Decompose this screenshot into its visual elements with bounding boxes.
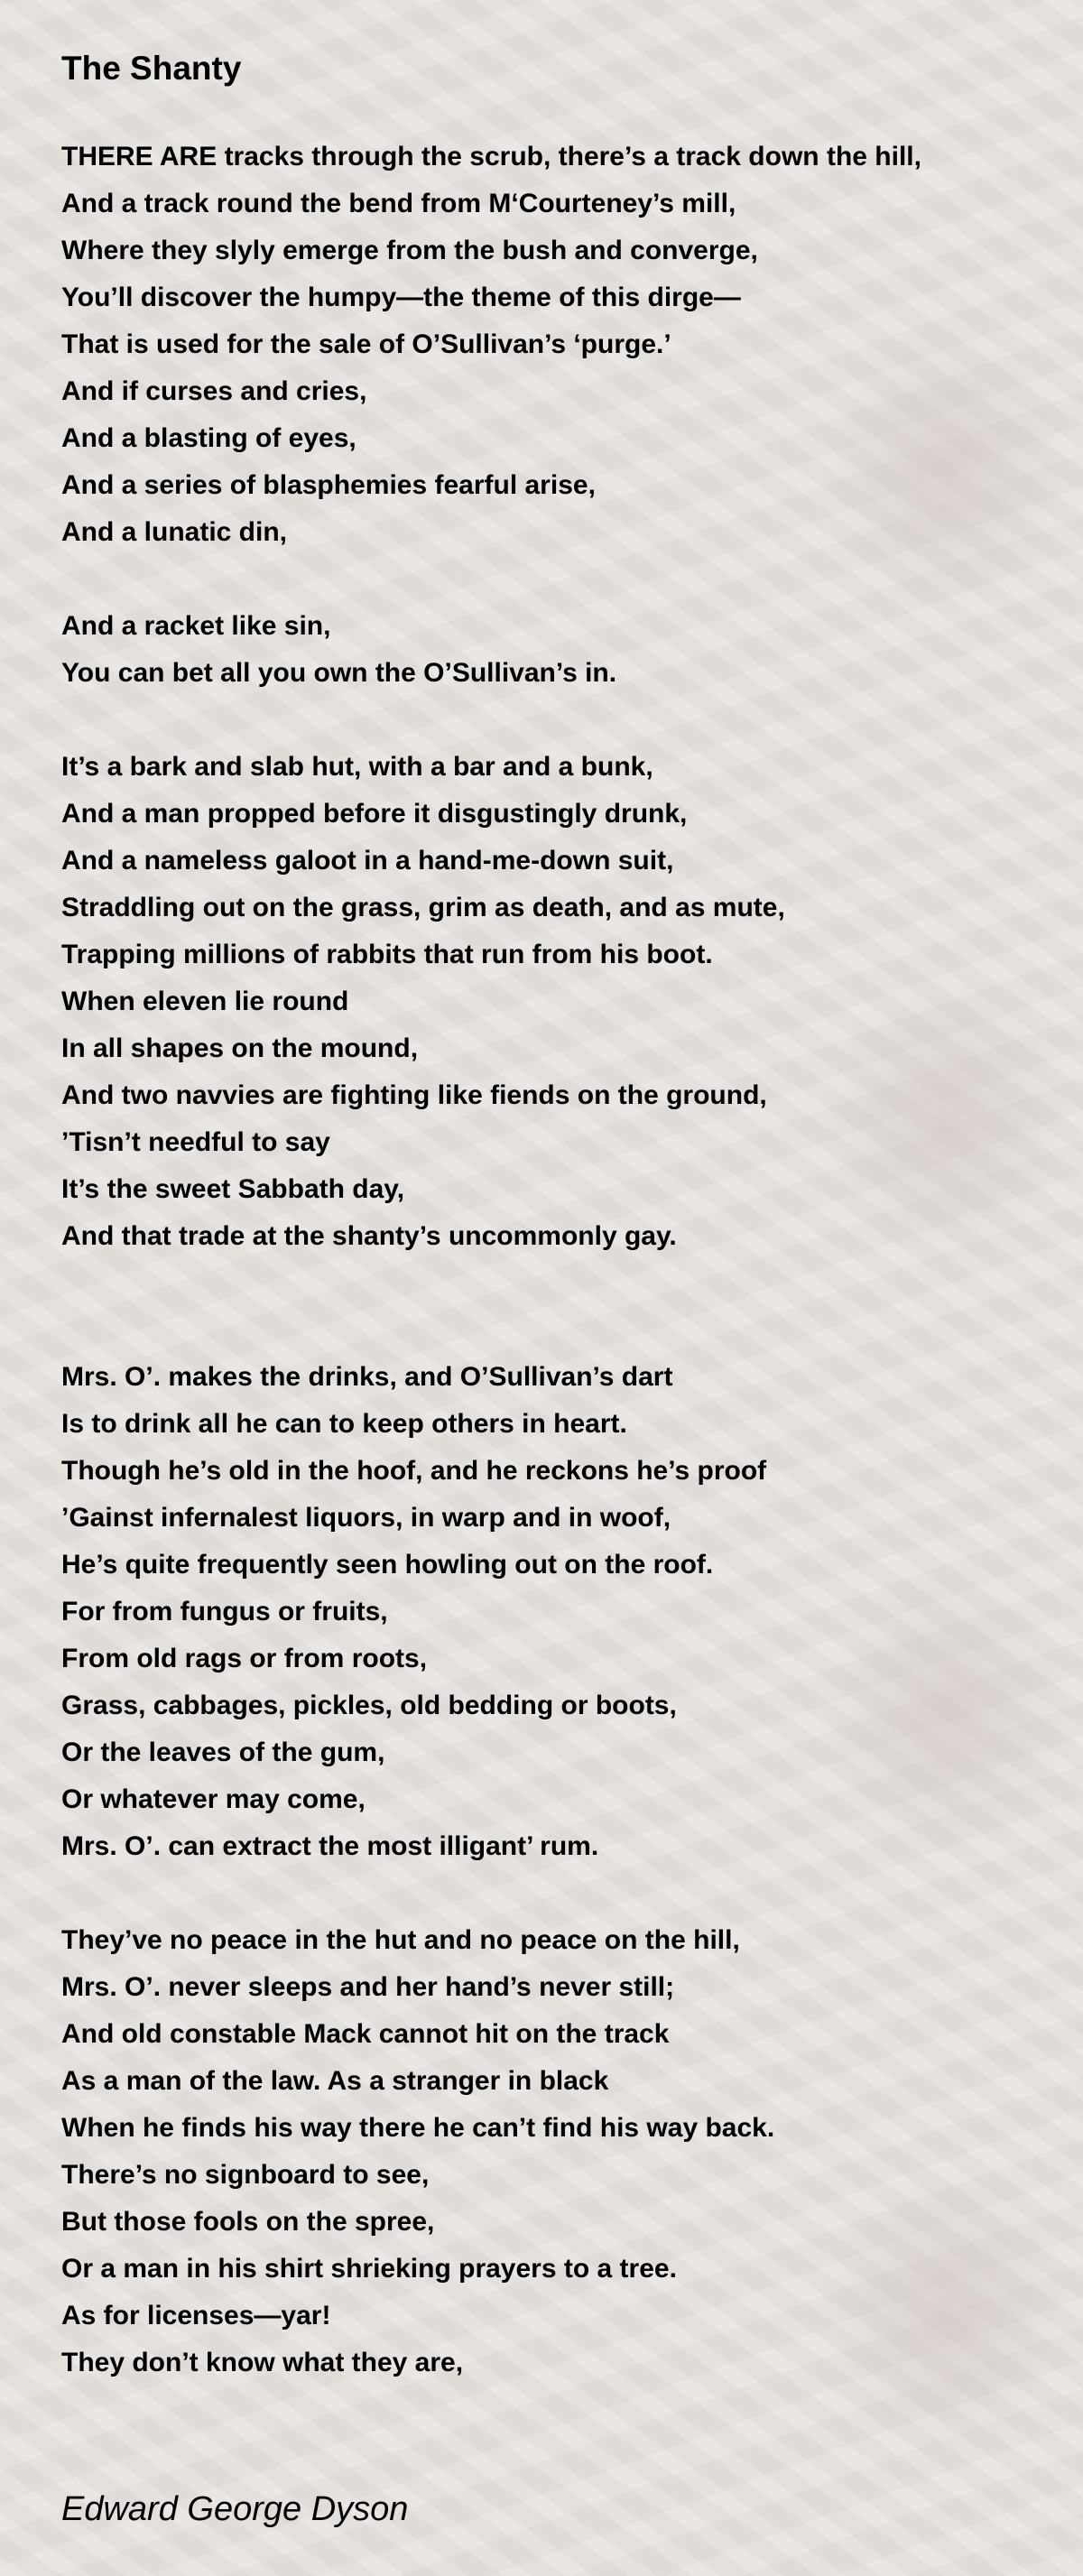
poem-line: Mrs. O’. never sleeps and her hand’s never still; xyxy=(61,1972,675,2002)
stanza-5 xyxy=(61,1917,1036,2386)
poem-line: It’s the sweet Sabbath day, xyxy=(61,1174,405,1204)
poem-line: He’s quite frequently seen howling out on the roof. xyxy=(61,1550,714,1580)
poem-line: In all shapes on the mound, xyxy=(61,1033,419,1063)
poem-author: Edward George Dyson xyxy=(61,2490,409,2528)
poem-line: You can bet all you own the O’Sullivan’s in. xyxy=(61,658,617,688)
poem-line: It’s a bark and slab hut, with a bar and a bunk, xyxy=(61,752,653,782)
poem-line: You’ll discover the humpy—the theme of this dirge— xyxy=(61,283,741,312)
poem-line: Though he’s old in the hoof, and he reckons he’s proof xyxy=(61,1456,767,1486)
poem-line: Mrs. O’. can extract the most illigant’ rum. xyxy=(61,1831,599,1861)
poem-line: Or whatever may come, xyxy=(61,1784,366,1814)
poem-line: ’Gainst infernalest liquors, in warp and in woof, xyxy=(61,1503,671,1533)
poem-line: For from fungus or fruits, xyxy=(61,1597,388,1626)
poem-line: ’Tisn’t needful to say xyxy=(61,1127,330,1157)
poem-line: And a series of blasphemies fearful arise, xyxy=(61,470,596,500)
poem-line: And two navvies are fighting like fiends on the ground, xyxy=(61,1080,767,1110)
poem-line: Where they slyly emerge from the bush and converge, xyxy=(61,236,758,265)
stanza-3 xyxy=(61,744,1036,1260)
poem-line: And if curses and cries, xyxy=(61,376,367,406)
poem-line: They don’t know what they are, xyxy=(61,2348,464,2377)
poem-line: Trapping millions of rabbits that run from his boot. xyxy=(61,940,713,969)
poem-line: Or a man in his shirt shrieking prayers to a tree. xyxy=(61,2254,677,2284)
stanza-2 xyxy=(61,603,1036,697)
poem-line: As for licenses—yar! xyxy=(61,2301,331,2330)
poem-line: As a man of the law. As a stranger in black xyxy=(61,2066,609,2096)
poem-line: And a lunatic din, xyxy=(61,517,288,547)
poem-line: But those fools on the spree, xyxy=(61,2207,435,2237)
poem-line: And a nameless galoot in a hand-me-down suit, xyxy=(61,846,674,876)
poem-line: And a man propped before it disgustingly drunk, xyxy=(61,799,688,829)
poem-line: From old rags or from roots, xyxy=(61,1644,428,1673)
stanza-1 xyxy=(61,134,1036,556)
poem-line: And that trade at the shanty’s uncommonly gay. xyxy=(61,1221,677,1251)
poem-line: When eleven lie round xyxy=(61,987,349,1016)
stanza-4 xyxy=(61,1354,1036,1870)
poem-line: THERE ARE tracks through the scrub, there’s a track down the hill, xyxy=(61,142,921,171)
poem-line: When he finds his way there he can’t find his way back. xyxy=(61,2113,775,2143)
poem-line: Straddling out on the grass, grim as death, and as mute, xyxy=(61,893,785,922)
poem-container xyxy=(61,45,1036,2433)
poem-line: Mrs. O’. makes the drinks, and O’Sullivan’s dart xyxy=(61,1362,673,1392)
poem-line: Grass, cabbages, pickles, old bedding or boots, xyxy=(61,1691,677,1720)
poem-line: Is to drink all he can to keep others in heart. xyxy=(61,1409,627,1439)
poem-line: Or the leaves of the gum, xyxy=(61,1737,385,1767)
poem-line: They’ve no peace in the hut and no peace on the hill, xyxy=(61,1925,740,1955)
poem-line: And a racket like sin, xyxy=(61,611,331,641)
poem-line: And a blasting of eyes, xyxy=(61,423,356,453)
poem-line: And a track round the bend from M‘Courteney’s mill, xyxy=(61,189,736,218)
poem-line: That is used for the sale of O’Sullivan’s ‘purge.’ xyxy=(61,329,671,359)
poem-line: There’s no signboard to see, xyxy=(61,2160,430,2190)
poem-title: The Shanty xyxy=(61,50,242,87)
poem-line: And old constable Mack cannot hit on the track xyxy=(61,2019,670,2049)
